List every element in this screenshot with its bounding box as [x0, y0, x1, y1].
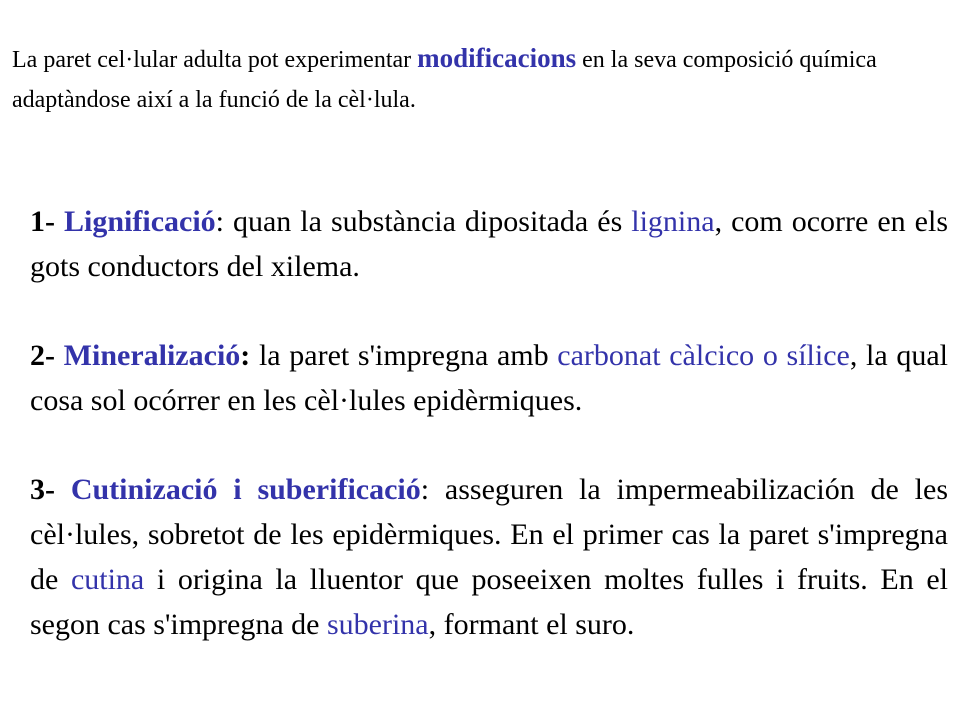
- item-colon: :: [240, 339, 251, 372]
- intro-highlight: modificacions: [417, 43, 577, 73]
- intro-text-end: en la seva composició química adaptàndose així a la funció de la cèl·lula.: [12, 47, 877, 113]
- item-term: Lignificació: [64, 205, 216, 238]
- item-term: Cutinizació i suberificació: [70, 473, 421, 506]
- item-number: 2-: [30, 339, 64, 372]
- item-text: la paret s'impregna amb: [250, 339, 558, 372]
- item-cutinizacio: [30, 467, 948, 647]
- item-text: i origina la lluentor que poseeixen moltes fulles i fruits. En el segon cas s'impregna de: [30, 563, 948, 641]
- item-number: 3-: [30, 473, 71, 506]
- item-text: , formant el suro.: [428, 608, 635, 641]
- intro-paragraph: [12, 38, 932, 120]
- item-mineralizacio: [30, 333, 948, 423]
- item-text: : quan la substància dipositada és: [215, 205, 632, 238]
- item-accent-term: cutina: [70, 563, 145, 596]
- item-number: 1-: [30, 205, 64, 238]
- item-text: : asseguren la impermeabilización de les cèl·lules, sobretot de les epidèrmiques. En el primer cas la paret s'impregna de: [30, 473, 948, 596]
- item-accent-term: carbonat càlcico o sílice: [557, 339, 850, 372]
- item-accent-term: lignina: [631, 205, 715, 238]
- item-lignificacio: [30, 199, 948, 289]
- intro-text-start: La paret cel·lular adulta pot experimentar: [12, 47, 418, 73]
- item-term: Mineralizació: [63, 339, 241, 372]
- item-text: , la qual cosa sol ocórrer en les cèl·lules epidèrmiques.: [30, 339, 948, 417]
- item-accent-term: suberina: [326, 608, 429, 641]
- item-text: , com ocorre en els gots conductors del xilema.: [30, 205, 948, 283]
